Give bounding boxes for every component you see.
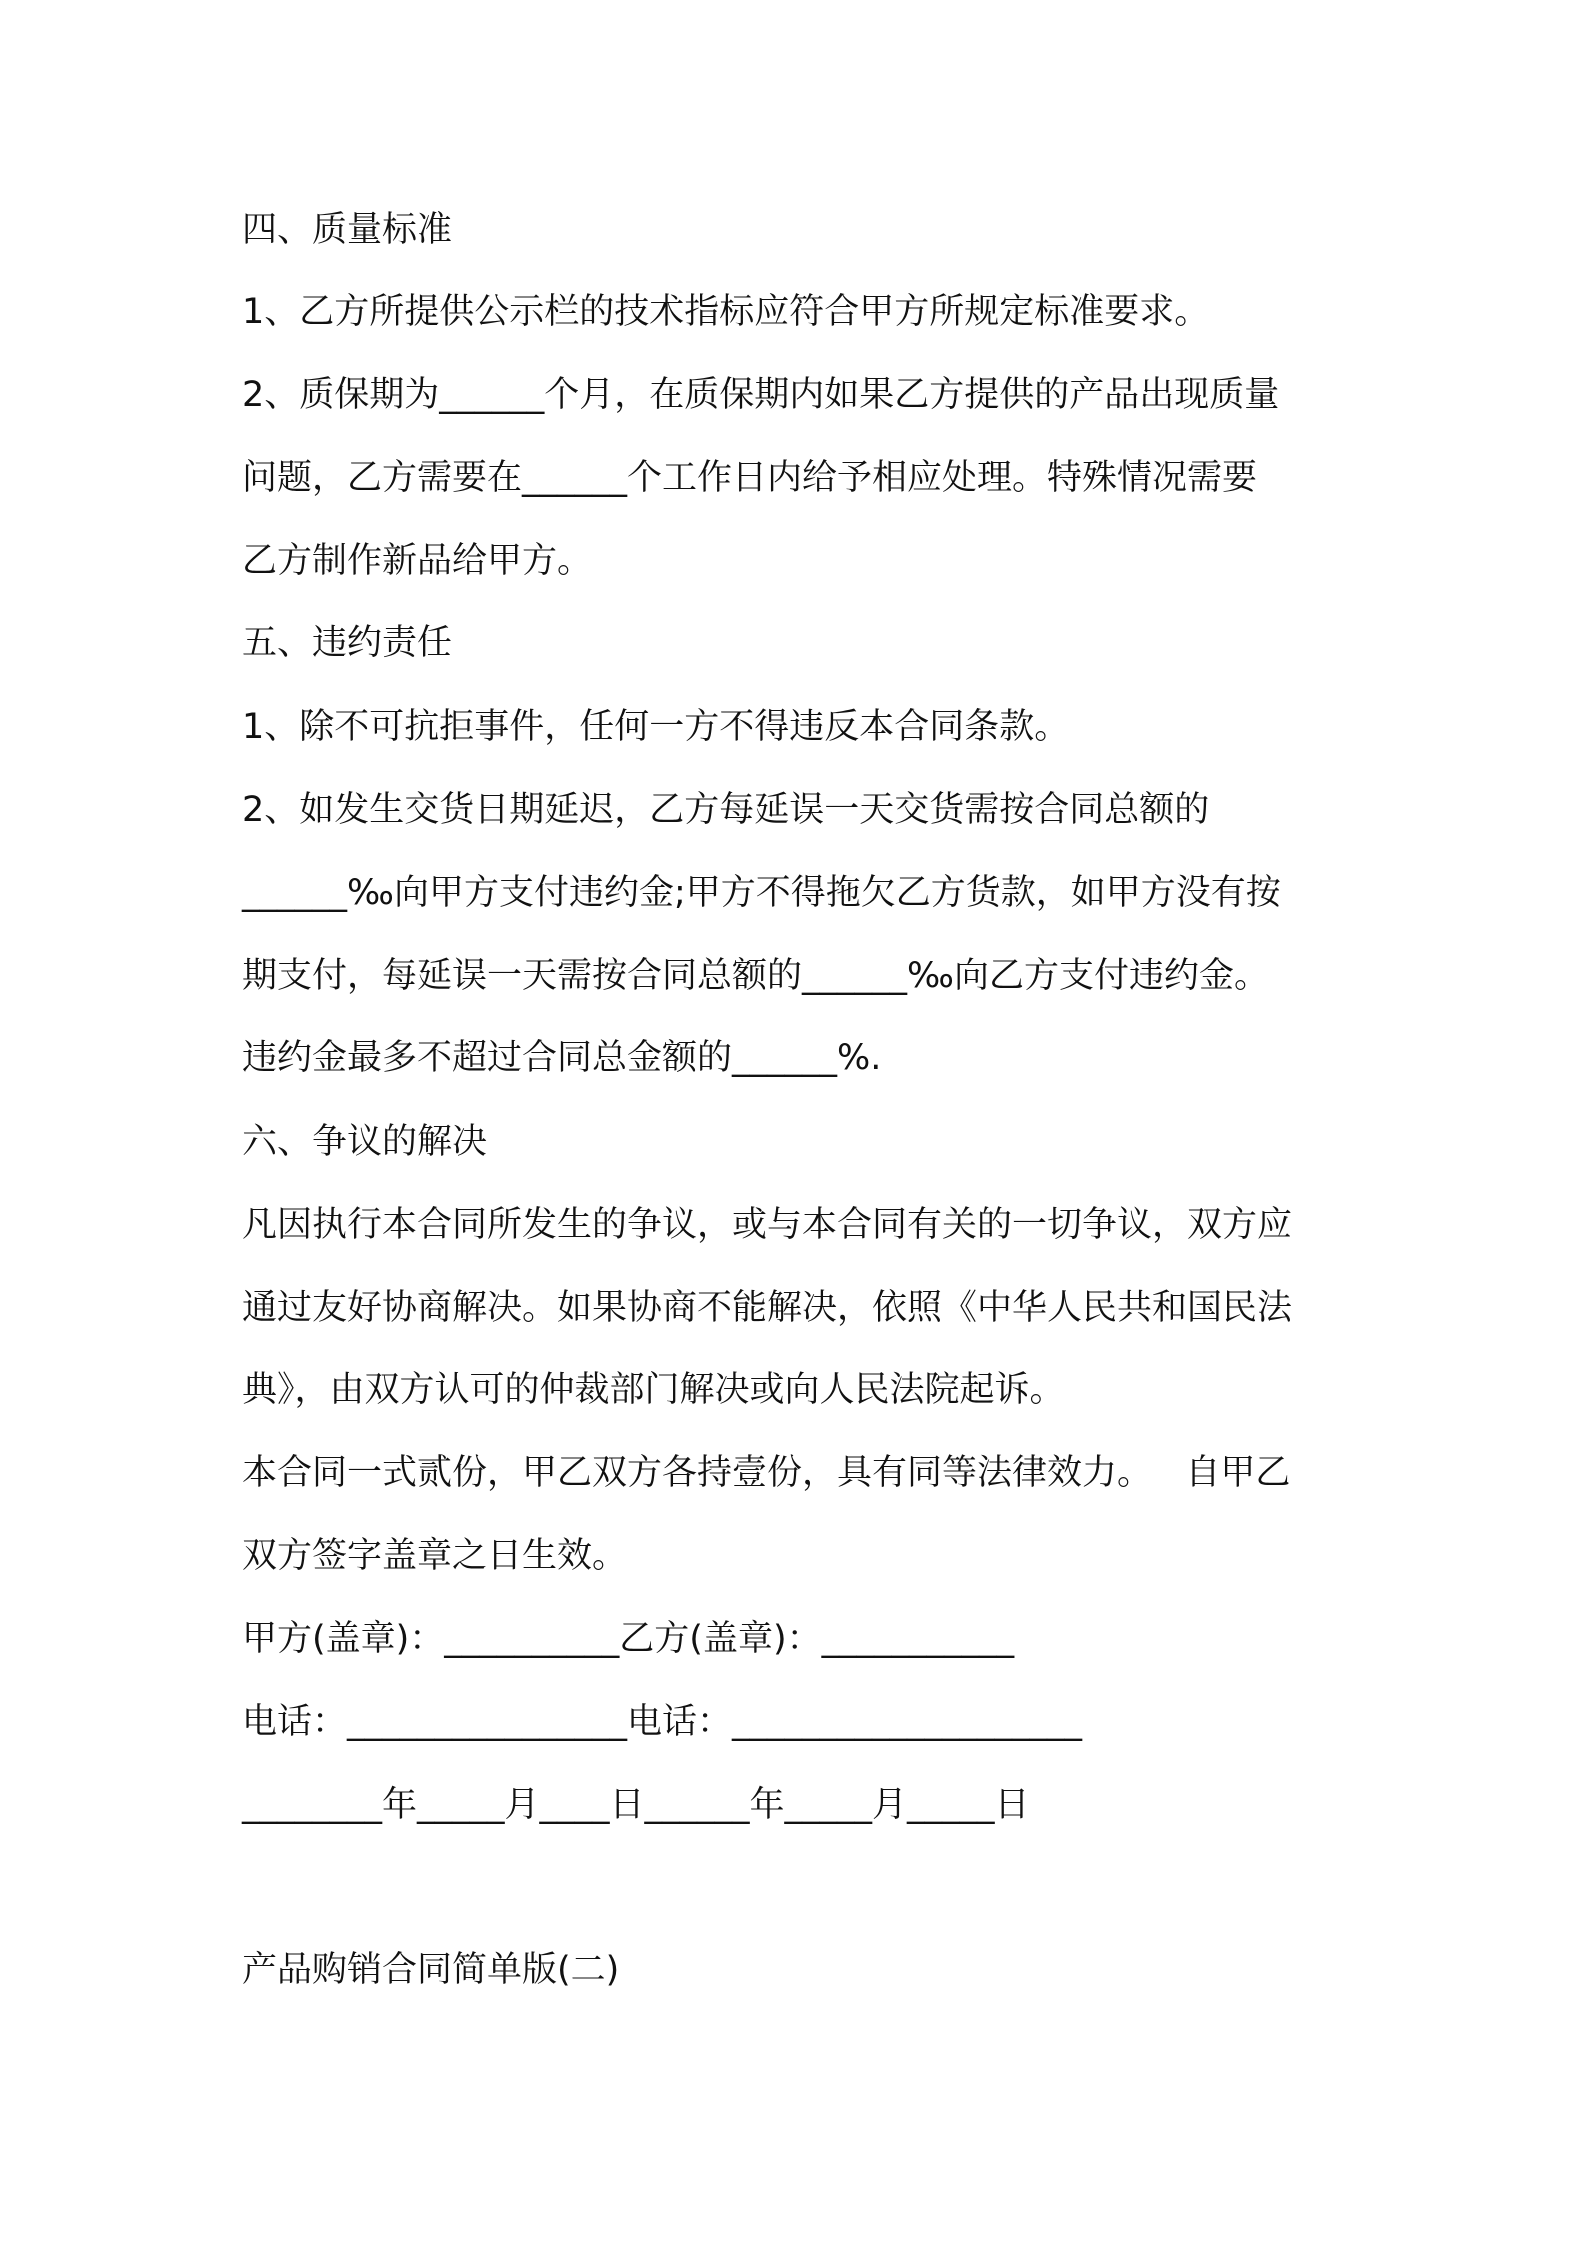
dispute-clause-line-3: 典》，由双方认可的仲裁部门解决或向人民法院起诉。 [242,1370,1065,1410]
breach-clause-1: 1、除不可抗拒事件，任何一方不得违反本合同条款。 [242,707,1070,747]
signature-date-line: ________年_____月____日______年_____月_____日 [242,1785,1030,1825]
breach-clause-2-line-3: 期支付，每延误一天需按合同总额的______‰向乙方支付违约金。 [242,956,1269,996]
section-heading-quality: 四、质量标准 [242,210,453,250]
signature-seal-line: 甲方(盖章)：__________乙方(盖章)：___________ [242,1619,1015,1659]
quality-clause-2-line-2: 问题，乙方需要在______个工作日内给予相应处理。特殊情况需要 [242,458,1258,498]
breach-clause-2-line-2: ______‰向甲方支付违约金;甲方不得拖欠乙方货款，如甲方没有按 [242,873,1281,913]
signature-phone-line: 电话：________________电话：____________________ [242,1702,1083,1742]
quality-clause-2-line-1: 2、质保期为______个月，在质保期内如果乙方提供的产品出现质量 [242,375,1280,415]
copies-clause-line-1: 本合同一式贰份，甲乙双方各持壹份，具有同等法律效力。 自甲乙 [242,1453,1291,1493]
dispute-clause-line-1: 凡因执行本合同所发生的争议，或与本合同有关的一切争议，双方应 [242,1205,1293,1245]
section-heading-breach: 五、违约责任 [242,623,453,663]
breach-clause-2-line-1: 2、如发生交货日期延迟，乙方每延误一天交货需按合同总额的 [242,790,1210,830]
breach-clause-2-line-4: 违约金最多不超过合同总金额的______%. [242,1038,882,1078]
quality-clause-2-line-3: 乙方制作新品给甲方。 [242,541,593,581]
quality-clause-1: 1、乙方所提供公示栏的技术指标应符合甲方所规定标准要求。 [242,292,1210,332]
copies-clause-line-2: 双方签字盖章之日生效。 [242,1536,628,1576]
next-contract-title: 产品购销合同简单版(二) [242,1950,620,1990]
dispute-clause-line-2: 通过友好协商解决。如果协商不能解决，依照《中华人民共和国民法 [242,1288,1293,1328]
section-heading-dispute: 六、争议的解决 [242,1122,488,1162]
